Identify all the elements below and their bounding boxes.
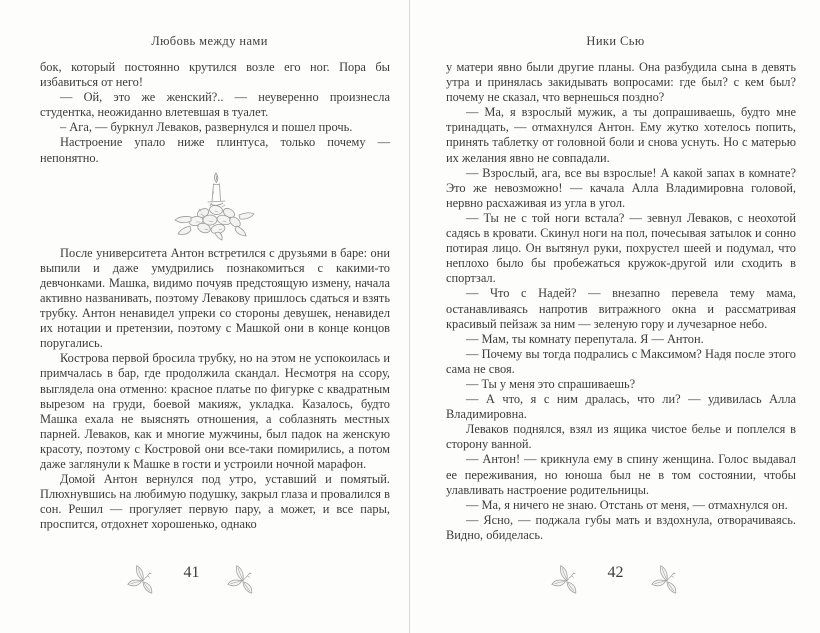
right-page	[411, 0, 820, 633]
paragraph: — Почему вы тогда подрались с Максимом? Надя после этого сама не своя.	[446, 346, 796, 376]
paragraph: — Ма, я взрослый мужик, а ты допрашиваешь, будто мне тринадцать, — отмахнулся Антон. Ему жутко хотелось попить, принять таблетку от головной боли и снова уснуть. Но с матерью их желания явно не совпадали.	[446, 105, 796, 165]
paragraph: – Ага, — буркнул Леваков, развернулся и пошел прочь.	[60, 120, 353, 135]
right-page-text-column	[446, 60, 796, 543]
leaf-sprig-ornament-icon	[550, 562, 582, 596]
right-page-footer	[411, 562, 820, 596]
page-gutter-divider	[409, 0, 410, 633]
paragraph: После университета Антон встретился с друзьями в баре: они выпили и даже умудрились познакомиться с какими-то девчонками. Машка, видимо почуяв предстоящую измену, начала активно названивать, поэтому Левакову пришлось сдаться и взять трубку. Антон ненавидел упреки со стороны девушек, ненавидел их нотации и претензии, поэтому с Машкой они в конце концов поругались.	[40, 245, 390, 351]
paragraph: у матери явно были другие планы. Она разбудила сына в девять утра и принялась закидывать вопросами: где был? с кем был? почему не сказал, что вернешься поздно?	[446, 60, 796, 105]
paragraph: — Ясно, — поджала губы мать и вздохнула, отворачиваясь. Видно, обиделась.	[446, 512, 796, 542]
paragraph: — Антон! — крикнула ему в спину женщина. Голос выдавал ее переживания, но юноша был не в том состоянии, чтобы улавливать настроение родительницы.	[446, 452, 796, 497]
left-page-text-column	[40, 60, 390, 532]
left-text-after-break	[40, 246, 390, 533]
scene-break	[40, 166, 390, 246]
paragraph: — Мам, ты комнату перепутала. Я — Антон.	[466, 331, 704, 346]
paragraph: — Что с Надей? — внезапно перевела тему мама, останавливаясь напротив витражного окна и рассматривая красивый пейзаж за ним — зеленую гору и лучезарное небо.	[446, 286, 796, 331]
paragraph: Настроение упало ниже плинтуса, только почему — непонятно.	[40, 135, 390, 165]
left-text-before-break	[40, 60, 390, 166]
leaf-sprig-ornament-icon	[126, 562, 158, 596]
paragraph: бок, который постоянно крутился возле его ног. Пора бы избавиться от него!	[40, 60, 390, 90]
left-page-footer	[0, 562, 409, 596]
candle-flowers-ornament-icon	[163, 170, 267, 242]
right-page-header: Ники Сью	[586, 34, 645, 48]
leaf-sprig-ornament-icon	[650, 562, 682, 596]
paragraph: Домой Антон вернулся под утро, уставший и помятый. Плюхнувшись на любимую подушку, закрыл глаза и провалился в сон. Решил — прогуляет первую пару, а может, и все пары, проспится, отдохнет хорошенько, однако	[40, 472, 390, 532]
paragraph: — Взрослый, ага, все вы взрослые! А какой запах в комнате? Это же невозможно! — качала Алла Владимировна головой, нервно расхаживая из угла в угол.	[446, 165, 796, 210]
left-page	[0, 0, 409, 633]
paragraph: — Ма, я ничего не знаю. Отстань от меня, — отмахнулся он.	[466, 497, 788, 512]
left-page-number: 41	[183, 564, 200, 581]
paragraph: — Ой, это же женский?.. — неуверенно произнесла студентка, неожиданно влетевшая в туалет.	[40, 90, 390, 120]
paragraph: — Ты у меня это спрашиваешь?	[466, 376, 636, 391]
right-text	[446, 60, 796, 543]
paragraph: Кострова первой бросила трубку, но на этом не успокоилась и примчалась в бар, где продолжила скандал. Несмотря на ссору, выглядела она отменно: красное платье по фигурке с квадратным вырезом на груди, боевой макияж, укладка. Казалось, будто Машка ехала не выяснять отношения, а соблазнять местных парней. Леваков, как и многие мужчины, был падок на женскую красоту, поэтому с Костровой они все-таки помирились, а потом даже заглянули к Машке в гости и устроили ночной марафон.	[40, 351, 390, 471]
left-page-header: Любовь между нами	[151, 34, 268, 48]
paragraph: Леваков поднялся, взял из ящика чистое белье и поплелся в сторону ванной.	[446, 422, 796, 452]
paragraph: — А что, я с ним дралась, что ли? — удивилась Алла Владимировна.	[446, 392, 796, 422]
paragraph: — Ты не с той ноги встала? — зевнул Леваков, с неохотой садясь в кровати. Скинул ноги на пол, почесывая затылок и сонно потирая лицо. Он вытянул руки, похрустел шеей и подумал, что неплохо было бы пробежаться кружок-другой или сходить в спортзал.	[446, 210, 796, 286]
right-page-number: 42	[607, 564, 624, 581]
leaf-sprig-ornament-icon	[226, 562, 258, 596]
